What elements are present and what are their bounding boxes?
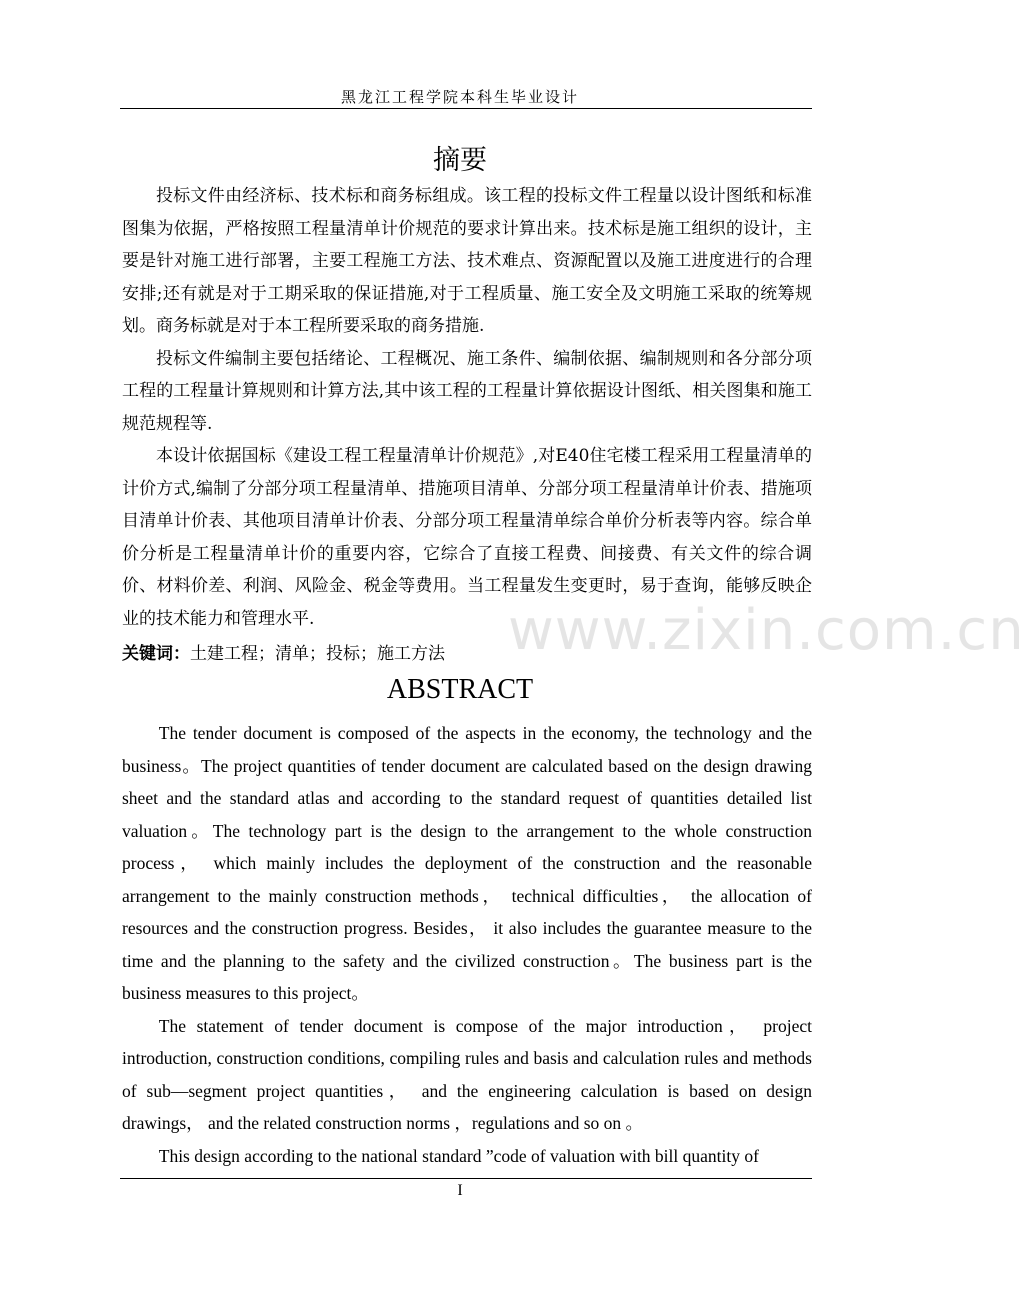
footer-divider [120,1178,812,1179]
abstract-en-paragraph: This design according to the national standard ”code of valuation with bill quantity of [158,1145,759,1166]
abstract-cn-title: 摘要 [433,145,487,176]
abstract-en-paragraph: The tender document is composed of the aspects in the economy, the technology and the business。The project quantities of tender document are calculated based on the design drawing sheet and the standard atlas and according to the standard request of quantities detailed list valuation。The technology part is the design to the arrangement to the whole construction process， which mainly includes the deployment of the construction and the reasonable arrangement to the mainly construction methods， technical difficulties， the allocation of resources and the construction progress. Besides， it also includes the guarantee measure to the time and the planning to the safety and the civilized construction。The business part is the business measures to this project。 [122,723,812,1003]
abstract-cn-paragraph: 投标文件由经济标、技术标和商务标组成。该工程的投标文件工程量以设计图纸和标准图集为依据，严格按照工程量清单计价规范的要求计算出来。技术标是施工组织的设计，主要是针对施工进行部署，主要工程施工方法、技术难点、资源配置以及施工进度进行的合理安排;还有就是对于工期采取的保证措施,对于工程质量、施工安全及文明施工采取的统筹规划。商务标就是对于本工程所要采取的商务措施. [122,186,812,336]
page-number: I [457,1182,463,1199]
abstract-en-title: ABSTRACT [386,674,534,705]
keywords-line [122,638,812,670]
abstract-cn-paragraph: 投标文件编制主要包括绪论、工程概况、施工条件、编制依据、编制规则和各分部分项工程的工程量计算规则和计算方法,其中该工程的工程量计算依据设计图纸、相关图集和施工规范规程等. [122,348,812,434]
header-divider [120,108,812,109]
abstract-cn-body [122,180,812,635]
watermark: www.zixin.com.cn [508,598,1025,663]
keywords-text: 土建工程；清单；投标；施工方法 [190,644,445,664]
keywords-label: 关键词： [122,644,190,664]
abstract-en-paragraph: The statement of tender document is compose of the major introduction， project introduction, construction conditions, compiling rules and basis and calculation rules and methods of sub—segment project quantities， and the engineering calculation is based on design drawings， and the related construction norms ，regulations and so on 。 [122,1015,812,1133]
abstract-cn-paragraph: 本设计依据国标《建设工程工程量清单计价规范》,对E40住宅楼工程采用工程量清单的计价方式,编制了分部分项工程量清单、措施项目清单、分部分项工程量清单计价表、措施项目清单计价表、其他项目清单计价表、分部分项工程量清单综合单价分析表等内容。综合单价分析是工程量清单计价的重要内容，它综合了直接工程费、间接费、有关文件的综合调价、材料价差、利润、风险金、税金等费用。当工程量发生变更时，易于查询，能够反映企业的技术能力和管理水平. [122,446,812,629]
abstract-en-body [122,717,812,1172]
running-header: 黑龙江工程学院本科生毕业设计 [340,88,579,106]
